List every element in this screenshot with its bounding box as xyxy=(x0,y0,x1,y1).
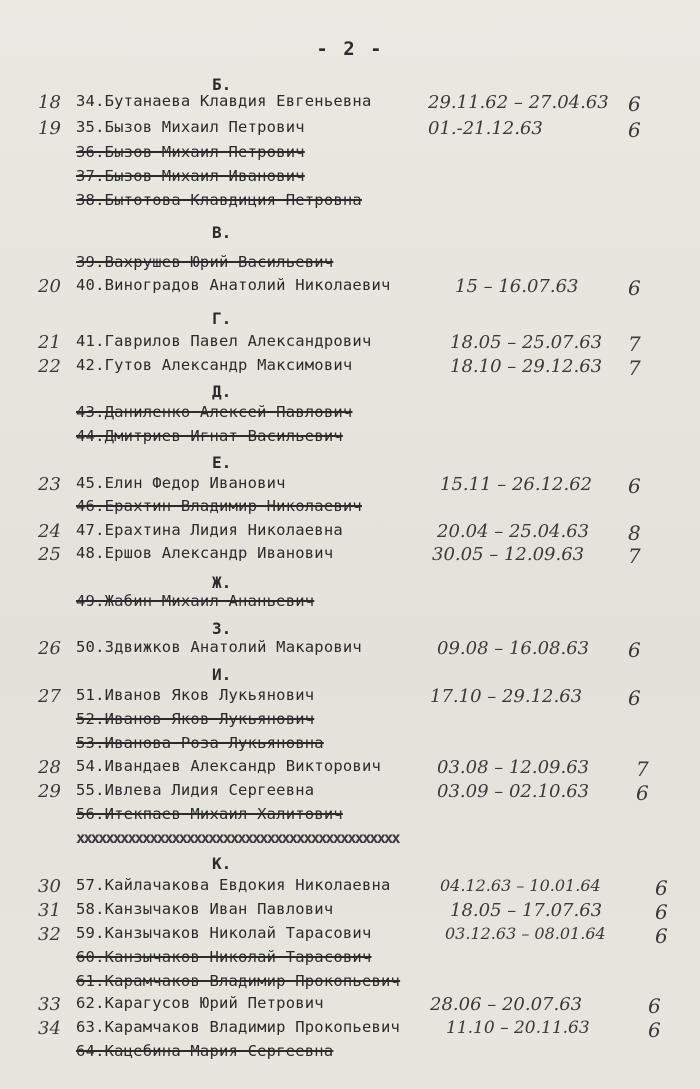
section-letter: Ж. xyxy=(212,573,232,592)
handwritten-number: 27 xyxy=(38,686,61,707)
handwritten-number: 32 xyxy=(38,924,61,945)
person-name: 52.Иванов Яков Лукьянович xyxy=(76,710,315,728)
person-name: 38.Бытотова Клавдиция Петровна xyxy=(76,191,362,209)
handwritten-days: 7 xyxy=(628,332,641,356)
handwritten-days: 6 xyxy=(655,924,668,948)
list-item xyxy=(0,734,700,758)
handwritten-number: 31 xyxy=(38,900,61,921)
person-name: 36.Бызов Михаил Петрович xyxy=(76,143,305,161)
list-item xyxy=(0,924,700,948)
handwritten-days: 7 xyxy=(628,356,641,380)
section-letter: К. xyxy=(212,854,232,873)
person-name: 59.Канзычаков Николай Тарасович xyxy=(76,924,372,942)
person-name: 64.Кацебина Мария Сергеевна xyxy=(76,1042,334,1060)
person-name: 48.Ершов Александр Иванович xyxy=(76,544,334,562)
list-item xyxy=(0,994,700,1018)
handwritten-dates: 20.04 – 25.04.63 xyxy=(437,521,590,542)
handwritten-dates: 15 – 16.07.63 xyxy=(455,276,579,297)
handwritten-days: 6 xyxy=(628,474,641,498)
list-item xyxy=(0,948,700,972)
handwritten-dates: 17.10 – 29.12.63 xyxy=(430,686,583,707)
handwritten-dates: 04.12.63 – 10.01.64 xyxy=(440,876,601,895)
handwritten-dates: 15.11 – 26.12.62 xyxy=(440,474,593,495)
handwritten-dates: 03.09 – 02.10.63 xyxy=(437,781,590,802)
list-item xyxy=(0,521,700,545)
handwritten-days: 6 xyxy=(655,900,668,924)
person-name: 50.Здвижков Анатолий Макарович xyxy=(76,638,362,656)
page-number: - 2 - xyxy=(316,38,384,60)
handwritten-dates: 03.12.63 – 08.01.64 xyxy=(445,924,606,943)
person-name: 39.Вахрушев Юрий Васильевич xyxy=(76,253,334,271)
person-name: 44.Дмитриев Игнат Васильевич xyxy=(76,427,343,445)
section-letter: Г. xyxy=(212,309,232,328)
person-name: 49.Жабин Михаил Ананьевич xyxy=(76,592,315,610)
handwritten-days: 7 xyxy=(636,757,649,781)
list-item xyxy=(0,356,700,380)
person-name: 51.Иванов Яков Лукьянович xyxy=(76,686,315,704)
person-name: 56.Итекпаев Михаил Халитович xyxy=(76,805,343,823)
section-letter: З. xyxy=(212,619,232,638)
handwritten-days: 6 xyxy=(648,994,661,1018)
handwritten-number: 30 xyxy=(38,876,61,897)
handwritten-number: 19 xyxy=(38,118,61,139)
person-name: 53.Иванова Роза Лукьяновна xyxy=(76,734,324,752)
handwritten-days: 6 xyxy=(636,781,649,805)
list-item xyxy=(0,781,700,805)
handwritten-days: 6 xyxy=(628,276,641,300)
handwritten-days: 6 xyxy=(648,1018,661,1042)
list-item xyxy=(0,191,700,215)
list-item xyxy=(0,757,700,781)
person-name: 46.Ерахтин Владимир Николаевич xyxy=(76,497,362,515)
handwritten-dates: 03.08 – 12.09.63 xyxy=(437,757,590,778)
handwritten-days: 6 xyxy=(628,686,641,710)
person-name: 43.Даниленко Алексей Павлович xyxy=(76,403,353,421)
list-item xyxy=(0,143,700,167)
person-name: 54.Ивандаев Александр Викторович xyxy=(76,757,382,775)
list-item xyxy=(0,1018,700,1042)
handwritten-dates: 30.05 – 12.09.63 xyxy=(432,544,585,565)
person-name: 41.Гаврилов Павел Александрович xyxy=(76,332,372,350)
section-letter: Д. xyxy=(212,382,232,401)
handwritten-number: 23 xyxy=(38,474,61,495)
handwritten-number: 20 xyxy=(38,276,61,297)
handwritten-days: 6 xyxy=(628,92,641,116)
list-item xyxy=(0,1042,700,1066)
struck-typed-row xyxy=(0,829,700,853)
handwritten-number: 18 xyxy=(38,92,61,113)
list-item xyxy=(0,253,700,277)
list-item xyxy=(0,276,700,300)
handwritten-number: 26 xyxy=(38,638,61,659)
handwritten-number: 29 xyxy=(38,781,61,802)
handwritten-number: 24 xyxy=(38,521,61,542)
handwritten-number: 34 xyxy=(38,1018,61,1039)
list-item xyxy=(0,332,700,356)
handwritten-number: 28 xyxy=(38,757,61,778)
list-item xyxy=(0,686,700,710)
section-letter: Е. xyxy=(212,453,232,472)
list-item xyxy=(0,427,700,451)
list-item xyxy=(0,497,700,521)
list-item xyxy=(0,592,700,616)
handwritten-dates: 11.10 – 20.11.63 xyxy=(446,1018,590,1038)
person-name: 47.Ерахтина Лидия Николаевна xyxy=(76,521,343,539)
handwritten-days: 7 xyxy=(628,544,641,568)
handwritten-number: 22 xyxy=(38,356,61,377)
list-item xyxy=(0,544,700,568)
list-item xyxy=(0,805,700,829)
handwritten-dates: 29.11.62 – 27.04.63 xyxy=(428,92,609,113)
section-letter: Б. xyxy=(212,75,232,94)
section-letter: И. xyxy=(212,665,232,684)
list-item xyxy=(0,900,700,924)
handwritten-number: 21 xyxy=(38,332,61,353)
person-name: 58.Канзычаков Иван Павлович xyxy=(76,900,334,918)
list-item xyxy=(0,876,700,900)
list-item xyxy=(0,167,700,191)
handwritten-dates: 09.08 – 16.08.63 xyxy=(437,638,590,659)
person-name: 45.Елин Федор Иванович xyxy=(76,474,286,492)
handwritten-days: 8 xyxy=(628,521,641,545)
handwritten-dates: 01.-21.12.63 xyxy=(428,118,543,139)
list-item xyxy=(0,972,700,996)
handwritten-dates: 18.10 – 29.12.63 xyxy=(450,356,603,377)
list-item xyxy=(0,403,700,427)
list-item xyxy=(0,638,700,662)
handwritten-dates: 18.05 – 25.07.63 xyxy=(450,332,603,353)
person-name: 42.Гутов Александр Максимович xyxy=(76,356,353,374)
handwritten-days: 6 xyxy=(655,876,668,900)
list-item xyxy=(0,474,700,498)
handwritten-number: 33 xyxy=(38,994,61,1015)
person-name: 60.Канзычаков Николай Тарасович xyxy=(76,948,372,966)
list-item xyxy=(0,710,700,734)
person-name: 40.Виноградов Анатолий Николаевич xyxy=(76,276,391,294)
handwritten-days: 6 xyxy=(628,638,641,662)
person-name: 63.Карамчаков Владимир Прокопьевич xyxy=(76,1018,401,1036)
person-name: 61.Карамчаков Владимир Прокопьевич xyxy=(76,972,401,990)
section-letter: В. xyxy=(212,223,232,242)
person-name: 34.Бутанаева Клавдия Евгеньевна xyxy=(76,92,372,110)
list-item xyxy=(0,92,700,116)
person-name: 62.Карагусов Юрий Петрович xyxy=(76,994,324,1012)
handwritten-dates: 18.05 – 17.07.63 xyxy=(450,900,603,921)
person-name: 37.Бызов Михаил Иванович xyxy=(76,167,305,185)
person-name: 35.Бызов Михаил Петрович xyxy=(76,118,305,136)
handwritten-dates: 28.06 – 20.07.63 xyxy=(430,994,583,1015)
handwritten-number: 25 xyxy=(38,544,61,565)
person-name: 57.Кайлачакова Евдокия Николаевна xyxy=(76,876,391,894)
handwritten-days: 6 xyxy=(628,118,641,142)
list-item xyxy=(0,118,700,142)
person-name: 55.Ивлева Лидия Сергеевна xyxy=(76,781,315,799)
overtyped-text: xxxxxxxxxxxxxxxxxxxxxxxxxxxxxxxxxxxxxxxxxxxx xyxy=(76,829,399,847)
